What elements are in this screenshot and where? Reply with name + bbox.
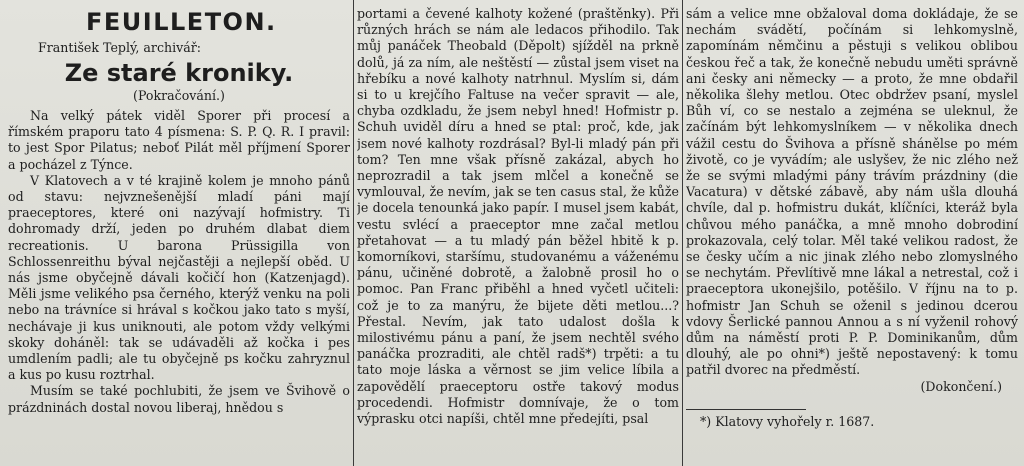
paragraph: V Klatovech a v té krajině kolem je mnoho pánů od stavu: nejvznešenější mladí páni mají praeceptores, které oni nazývají hofmistry. Ti dohromady drží, jeden po druhém dlabat diem recreationis. U barona Prüssigilla von Schlossenreithu býval nejčastěji a nejlepší oběd. U nás jsme obyčejně dávali kočičí hon (Katzenjagd). Měli jsme velikého psa černého, kterýž venku na poli nebo na trávníce si hrával s kočkou jako tato s myší, nechávaje ji kus uniknouti, ale potom vždy velkými skoky doháněl: tak se udávaděli až kočka i pes umdlením padli; ale tu obyčejně ps kočku zahryznul a kus po kusu roztrhal. (8, 172, 350, 383)
column-3 (686, 6, 1018, 462)
column-1 (8, 6, 350, 462)
author-line: František Teplý, archivář: (38, 40, 202, 55)
paragraph: Na velký pátek viděl Sporer při procesí a římském praporu tato 4 písmena: S. P. Q. R. I pravil: to jest Spor Pilatus; neboť Pilát měl příjmení Sporer a pocházel z Týnce. (8, 108, 350, 172)
masthead: FEUILLETON. (86, 8, 277, 36)
continuation-note: (Dokončení.) (920, 378, 1002, 394)
paragraph: Musím se také pochlubiti, že jsem ve Švihově o prázdninách dostal novou liberaj, hnědou s (8, 383, 350, 415)
footnote-divider (686, 409, 806, 410)
column-rule-2 (682, 0, 683, 466)
column-2 (357, 6, 679, 462)
footnote: *) Klatovy vyhořely r. 1687. (700, 413, 875, 429)
column-rule-1 (353, 0, 354, 466)
article-title: Ze staré kroniky. (64, 59, 294, 87)
paragraph: portami a čevené kalhoty kožené (praštěnky). Při různých hrách se nám ale ledacos přihodilo. Tak můj panáček Theobald (Děpolt) sjížděl na prkně dolů, já za ním, ale neštěstí — zůstal jsem viset na hřebíku a nové kalhoty natrhnul. Myslím si, dám si to u krejčího Faltuse na večer spravit — ale, chyba ozdkladu, že jsem nebyl hned! Hofmistr p. Schuh uviděl díru a hned se ptal: proč, kde, jak jsem nové kalhoty rozdrásal? Byl-li mladý pán při tom? Ten mne však přísně zakázal, abych ho neprozradil a tak jsem mlčel a konečně se vymlouval, že nevím, jak se ten casus stal, že kůže je docela tenounká jako papír. I musel jsem kabát, vestu svlécí a praeceptor mne začal metlou přetahovat — a tu mladý pán běžel hbitě k p. komorníkovi, staršímu, studovanému a váženému pánu, učiněné dobrotě, a žalobně prosil ho o pomoc. Pan Franc přiběhl a hned vyčetl učiteli: což je to za manýru, že bijete děti metlou...? Přestal. Nevím, jak tato udalost došla k milostivému pánu a paní, že jsem nechtěl svého panáčka prozraditi, ale chtěl radš*) trpěti: a tu tato moje láska a věrnost se jim velice líbila a zapovědělí praeceptoru ostře takový modus procedendi. Hofmistr domnívaje, že o tom výprasku otci napíši, chtěl mne předejíti, psal (357, 6, 679, 427)
paragraph: sám a velice mne obžaloval doma dokládaje, že se nechám svádětí, počínám si lehkomyslně, zapomínám němčinu a pěstuji s velikou oblibou českou řeč a tak, že konečně nebudu uměti správně ani česky ani německy — a proto, že mne obdařil několika šlehy metlou. Otec obdržev psaní, myslel Bůh ví, co se nestalo a zejména se uleknul, že začínám být lehkomyslníkem — v několika dnech vážil cestu do Švihova a přísně shánělse po mém životě, co je vyvádím; ale uslyšev, že nic zlého než že se svými mladými pány trávím prázdniny (die Vacatura) v dětské zábavě, aby nám ušla dlouhá chvíle, dal p. hofmistru dukát, klíčníci, kteráž byla chůvou mého panáčka, a mně mnoho dobrodiní prokazovala, celý tolar. Měl také velikou radost, že se česky učím a nic jinak zlého nebo zlomyslného se nechytám. Převlítivě mne lákal a netrestal, což i praeceptora ukonejšilo, potěšilo. V říjnu na to p. hofmistr Jan Schuh se oženil s jedinou dcerou vdovy Šerlické pannou Annou a s ní vyženil rohový dům na náměstí proti P. P. Dominikanům, dům dlouhý, ale po ohni*) ještě nepostavený: k tomu patřil dvorec na předměstí. (686, 6, 1018, 378)
article-subtitle: (Pokračování.) (133, 88, 225, 103)
